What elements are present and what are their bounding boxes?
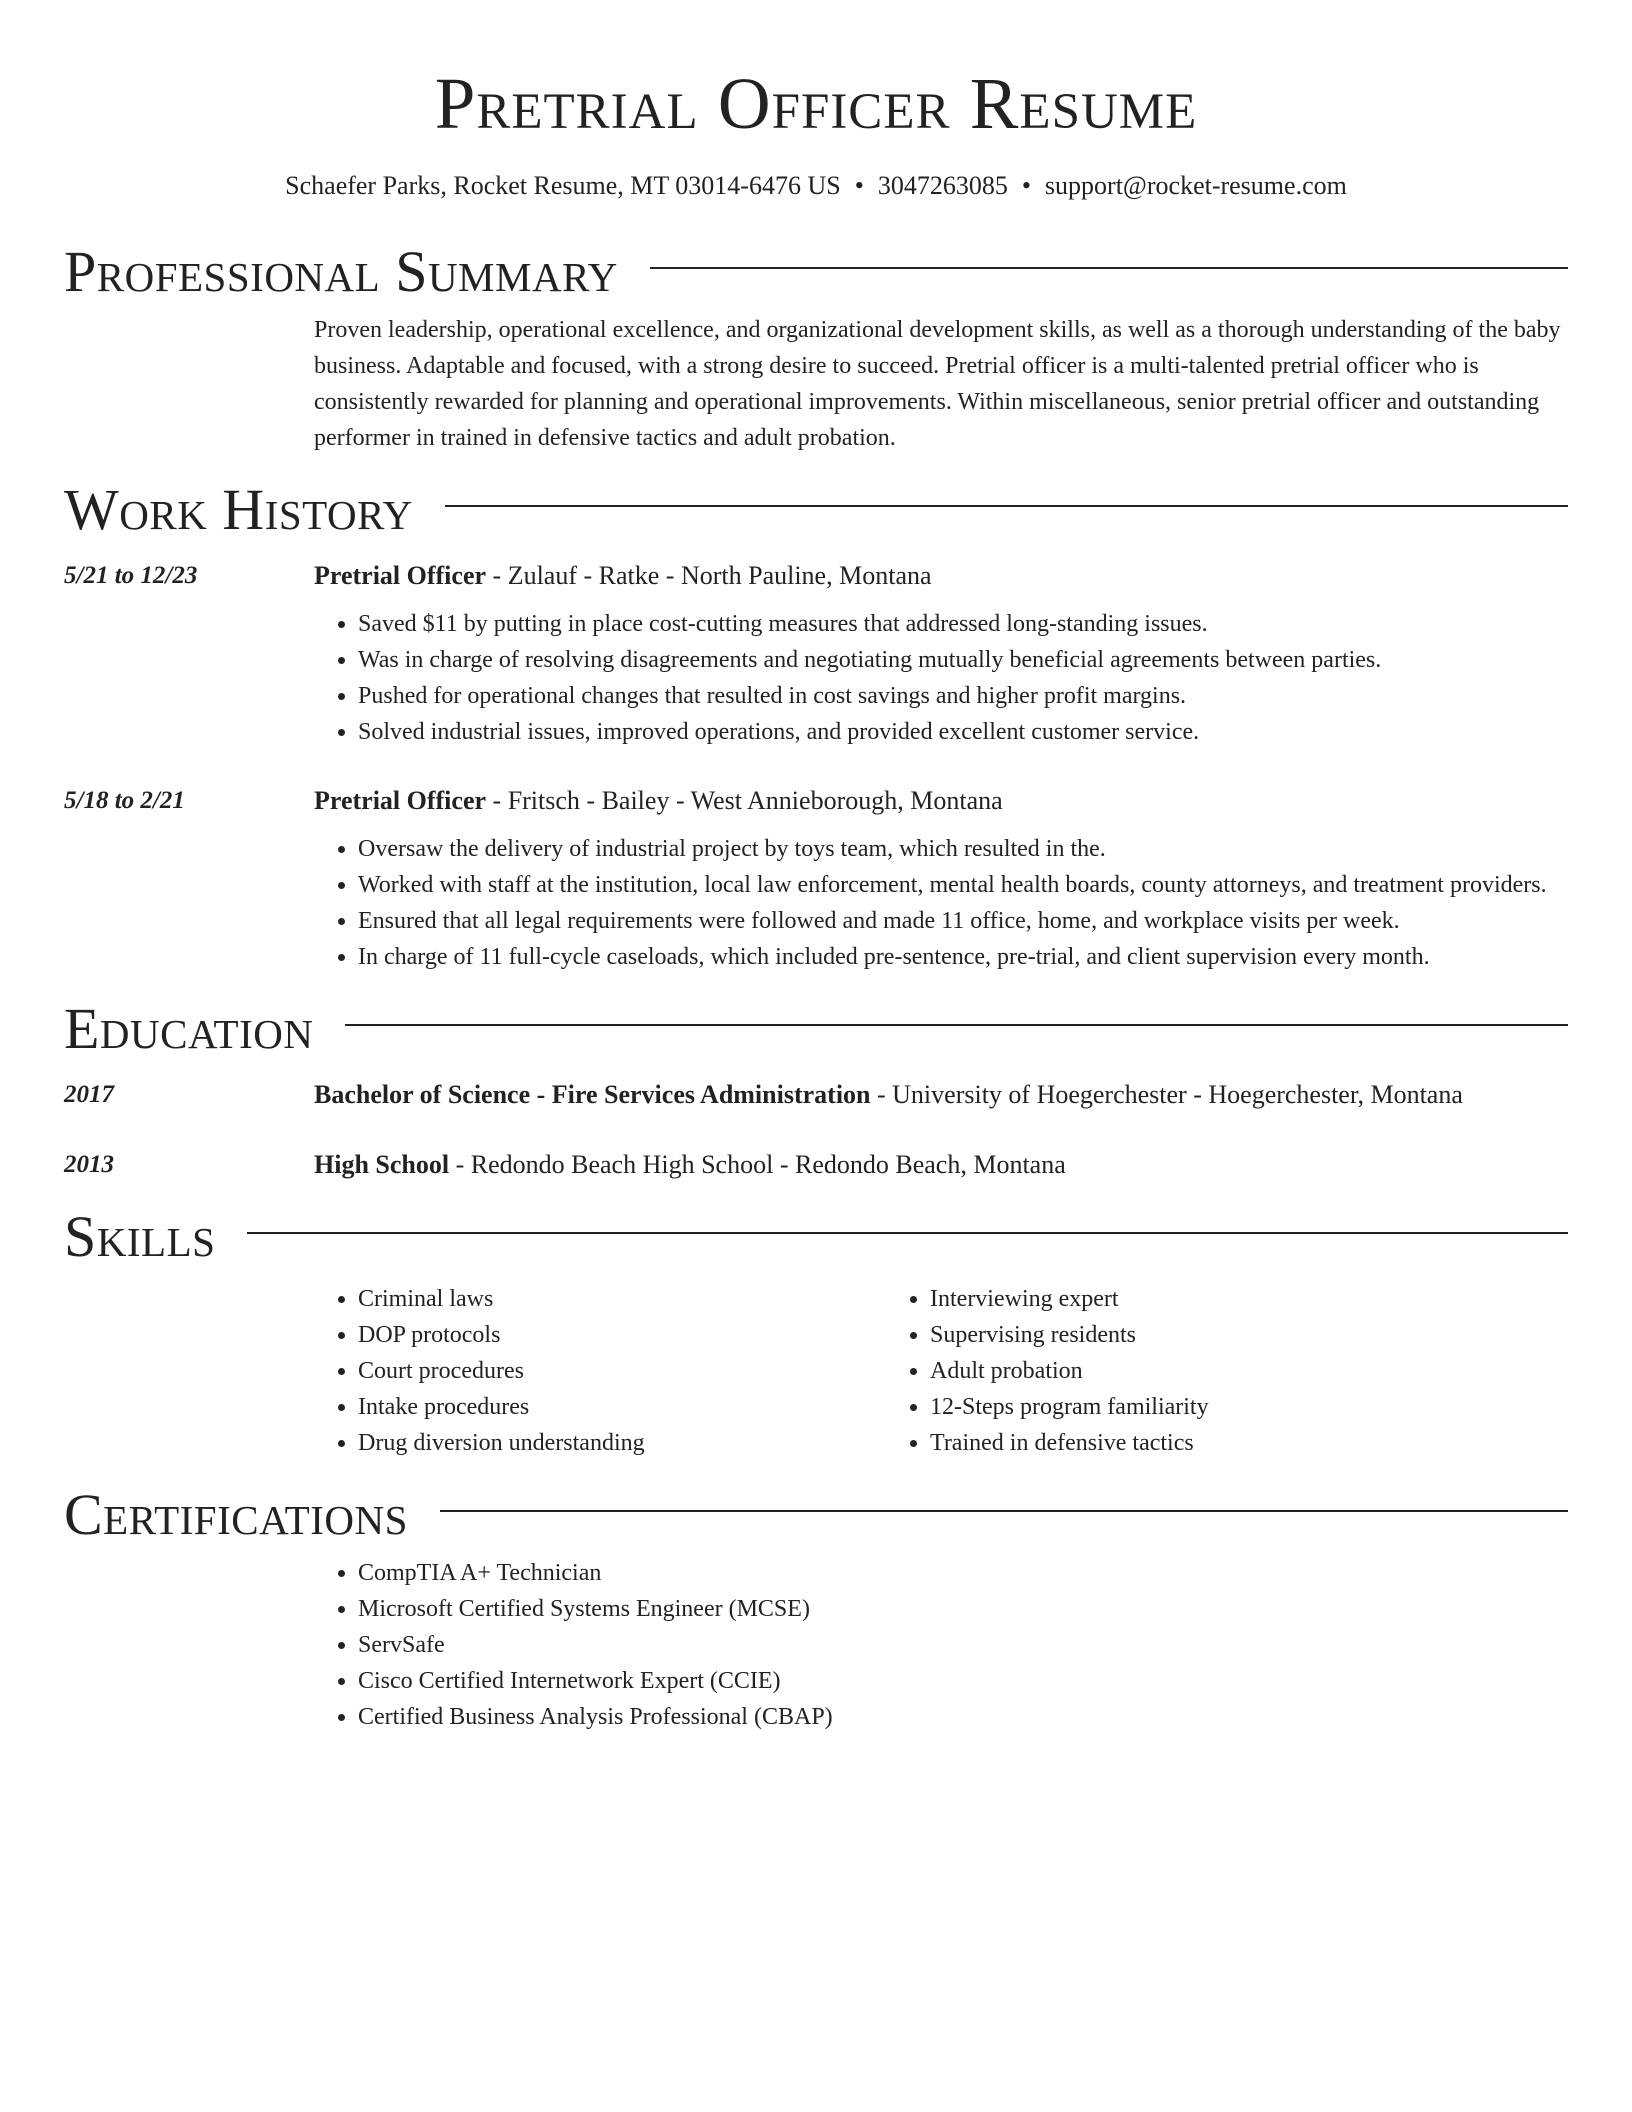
contact-address: Schaefer Parks, Rocket Resume, MT 03014-6476 US xyxy=(285,171,841,200)
section-divider xyxy=(650,267,1568,269)
section-title-work: Work History xyxy=(64,477,413,542)
job-bullets xyxy=(314,606,1568,750)
job-dates: 5/18 to 2/21 xyxy=(64,787,185,814)
job-header xyxy=(64,783,1568,819)
job-bullets xyxy=(314,831,1568,975)
job-entry xyxy=(64,558,1568,750)
section-divider xyxy=(247,1232,1568,1234)
education-headline xyxy=(314,1147,1066,1183)
education-degree: Bachelor of Science - Fire Services Administration xyxy=(314,1080,871,1109)
certifications-list xyxy=(314,1555,1568,1735)
education-headline xyxy=(314,1077,1463,1113)
job-bullet: • Oversaw the delivery of industrial project by toys team, which resulted in the. xyxy=(358,831,1568,867)
section-divider xyxy=(345,1024,1568,1026)
skill-item: • 12-Steps program familiarity xyxy=(930,1389,1458,1425)
education-degree: High School xyxy=(314,1150,450,1179)
section-title-skills: Skills xyxy=(64,1204,216,1269)
skills-list xyxy=(314,1281,1568,1461)
job-bullet: • Was in charge of resolving disagreements and negotiating mutually beneficial agreements between parties. xyxy=(358,642,1568,678)
skills-column-right xyxy=(886,1281,1458,1461)
contact-line xyxy=(64,170,1568,202)
job-bullet: • Solved industrial issues, improved operations, and provided excellent customer service. xyxy=(358,714,1568,750)
job-entry xyxy=(64,783,1568,975)
job-title: Pretrial Officer xyxy=(314,786,487,815)
page-title: Pretrial Officer Resume xyxy=(434,63,1198,144)
job-headline xyxy=(314,558,932,594)
education-entry xyxy=(64,1077,1568,1113)
section-divider xyxy=(445,505,1568,507)
summary-text: Proven leadership, operational excellence, and organizational development skills, as well as a thorough understanding of the baby business. Adaptable and focused, with a strong desire to succeed. Pretrial officer is a multi-talented pretrial officer who is consistently rewarded for planning and operational improvements. Within miscellaneous, senior pretrial officer and outstanding performer in trained in defensive tactics and adult probation. xyxy=(314,317,1561,451)
job-bullet: • Saved $11 by putting in place cost-cutting measures that addressed long-standing issues. xyxy=(358,606,1568,642)
section-header-work xyxy=(64,478,1568,542)
skill-item: • Trained in defensive tactics xyxy=(930,1425,1458,1461)
section-header-certifications xyxy=(64,1483,1568,1547)
section-divider xyxy=(440,1510,1568,1512)
skill-item: • Supervising residents xyxy=(930,1317,1458,1353)
certification-item: • Certified Business Analysis Professional (CBAP) xyxy=(358,1699,1568,1735)
skill-item: • Adult probation xyxy=(930,1353,1458,1389)
skill-item: • DOP protocols xyxy=(358,1317,886,1353)
contact-separator: • xyxy=(854,171,864,200)
education-year: 2017 xyxy=(64,1081,114,1108)
education-details: - Redondo Beach High School - Redondo Beach, Montana xyxy=(449,1150,1066,1179)
job-title: Pretrial Officer xyxy=(314,561,487,590)
skill-item: • Criminal laws xyxy=(358,1281,886,1317)
contact-separator: • xyxy=(1021,171,1031,200)
job-bullet: • In charge of 11 full-cycle caseloads, which included pre-sentence, pre-trial, and client supervision every month. xyxy=(358,939,1568,975)
skill-item: • Intake procedures xyxy=(358,1389,886,1425)
job-details: - Zulauf - Ratke - North Pauline, Montana xyxy=(486,561,932,590)
certification-item: • ServSafe xyxy=(358,1627,1568,1663)
certification-item: • CompTIA A+ Technician xyxy=(358,1555,1568,1591)
section-title-education: Education xyxy=(64,996,314,1061)
skills-column-left xyxy=(314,1281,886,1461)
education-details: - University of Hoegerchester - Hoegerchester, Montana xyxy=(870,1080,1463,1109)
section-header-summary xyxy=(64,240,1568,304)
job-bullet: • Worked with staff at the institution, local law enforcement, mental health boards, county attorneys, and treatment providers. xyxy=(358,867,1568,903)
education-year: 2013 xyxy=(64,1151,114,1178)
skill-item: • Drug diversion understanding xyxy=(358,1425,886,1461)
job-bullet: • Ensured that all legal requirements were followed and made 11 office, home, and workplace visits per week. xyxy=(358,903,1568,939)
job-bullet: • Pushed for operational changes that resulted in cost savings and higher profit margins. xyxy=(358,678,1568,714)
skill-item: • Interviewing expert xyxy=(930,1281,1458,1317)
job-dates: 5/21 to 12/23 xyxy=(64,562,198,589)
section-header-skills xyxy=(64,1205,1568,1269)
job-details: - Fritsch - Bailey - West Annieborough, Montana xyxy=(486,786,1003,815)
skill-item: • Court procedures xyxy=(358,1353,886,1389)
contact-phone: 3047263085 xyxy=(877,171,1008,200)
certification-item: • Microsoft Certified Systems Engineer (MCSE) xyxy=(358,1591,1568,1627)
section-title-certifications: Certifications xyxy=(64,1482,408,1547)
contact-email[interactable]: support@rocket-resume.com xyxy=(1044,171,1347,200)
job-header xyxy=(64,558,1568,594)
section-title-summary: Professional Summary xyxy=(64,239,618,304)
section-header-education xyxy=(64,997,1568,1061)
job-headline xyxy=(314,783,1003,819)
education-entry xyxy=(64,1147,1568,1183)
certification-item: • Cisco Certified Internetwork Expert (CCIE) xyxy=(358,1663,1568,1699)
